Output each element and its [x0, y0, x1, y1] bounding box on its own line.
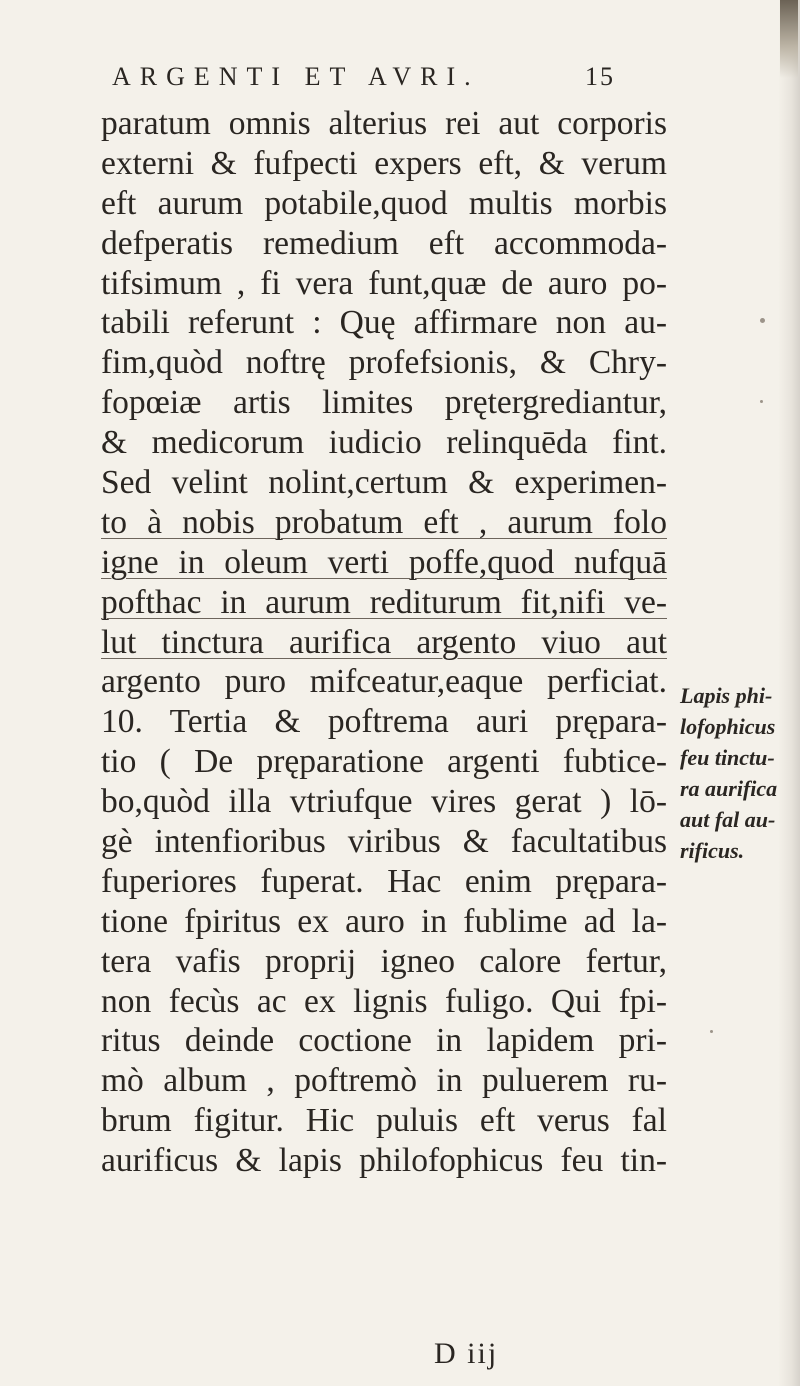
text-line: non fecùs ac ex lignis fuligo. Qui fpi- — [101, 982, 667, 1020]
text-line-underlined: lut tinctura aurifica argento viuo aut — [101, 623, 667, 661]
text-line: tione fpiritus ex auro in fublime ad la- — [101, 902, 667, 940]
text-line: fim,quòd noftrę profefsionis, & Chry- — [101, 344, 667, 382]
text-line: fopœiæ artis limites prętergrediantur, — [101, 384, 667, 422]
text-line: mò album , poftremò in puluerem ru- — [101, 1062, 667, 1100]
text-line: tera vafis proprij igneo calore fertur, — [101, 942, 667, 980]
text-line: tio ( De pręparatione argenti fubtice- — [101, 743, 667, 781]
text-line: Sed velint nolint,certum & experimen- — [101, 464, 667, 502]
margin-note-line: aut fal au- — [680, 807, 776, 832]
body-text — [101, 104, 667, 1181]
text-line: tifsimum , fi vera funt,quæ de auro po- — [101, 264, 667, 302]
paper-speck — [760, 318, 765, 323]
text-line: & medicorum iudicio relinquēda fint. — [101, 424, 667, 462]
text-line: fuperiores fuperat. Hac enim prępara- — [101, 862, 667, 900]
text-line: bo,quòd illa vtriufque vires gerat ) lō- — [101, 783, 667, 821]
paper-speck — [760, 400, 763, 403]
text-line: paratum omnis alterius rei aut corporis — [101, 105, 667, 142]
text-line-underlined: igne in oleum verti poffe,quod nufquā — [101, 543, 667, 581]
margin-note-line: lofophicus — [680, 714, 776, 739]
text-line: ritus deinde coctione in lapidem pri- — [101, 1022, 667, 1060]
running-head — [112, 62, 712, 102]
text-line: eft aurum potabile,quod multis morbis — [101, 184, 667, 222]
text-line: externi & fufpecti expers eft, & verum — [101, 144, 667, 182]
margin-note-line: Lapis phi- — [680, 683, 773, 708]
running-head-title: ARGENTI ET AVRI. — [112, 62, 480, 91]
margin-note-line: feu tinctu- — [680, 745, 775, 770]
text-line: argento puro mifceatur,eaque perficiat. — [101, 663, 667, 701]
text-line-underlined: to à nobis probatum eft , aurum folo — [101, 503, 667, 541]
text-line: aurificus & lapis philofophicus feu tin- — [101, 1142, 667, 1180]
text-line: defperatis remedium eft accommoda- — [101, 224, 667, 262]
paper-speck — [710, 1030, 713, 1033]
margin-note — [680, 680, 792, 866]
margin-note-line: rificus. — [680, 838, 745, 863]
text-line-underlined: pofthac in aurum rediturum fit,nifi ve- — [101, 583, 667, 621]
margin-note-line: ra aurifica — [680, 776, 778, 801]
section-start-line: 10. Tertia & poftrema auri prępara- — [101, 703, 667, 741]
text-line: tabili referunt : Quę affirmare non au- — [101, 304, 667, 342]
text-line: brum figitur. Hic puluis eft verus fal — [101, 1102, 667, 1140]
binding-edge — [780, 0, 798, 78]
page-number: 15 — [585, 62, 615, 91]
text-line: gè intenfioribus viribus & facultatibus — [101, 823, 667, 861]
signature-mark: D iij — [434, 1337, 499, 1370]
